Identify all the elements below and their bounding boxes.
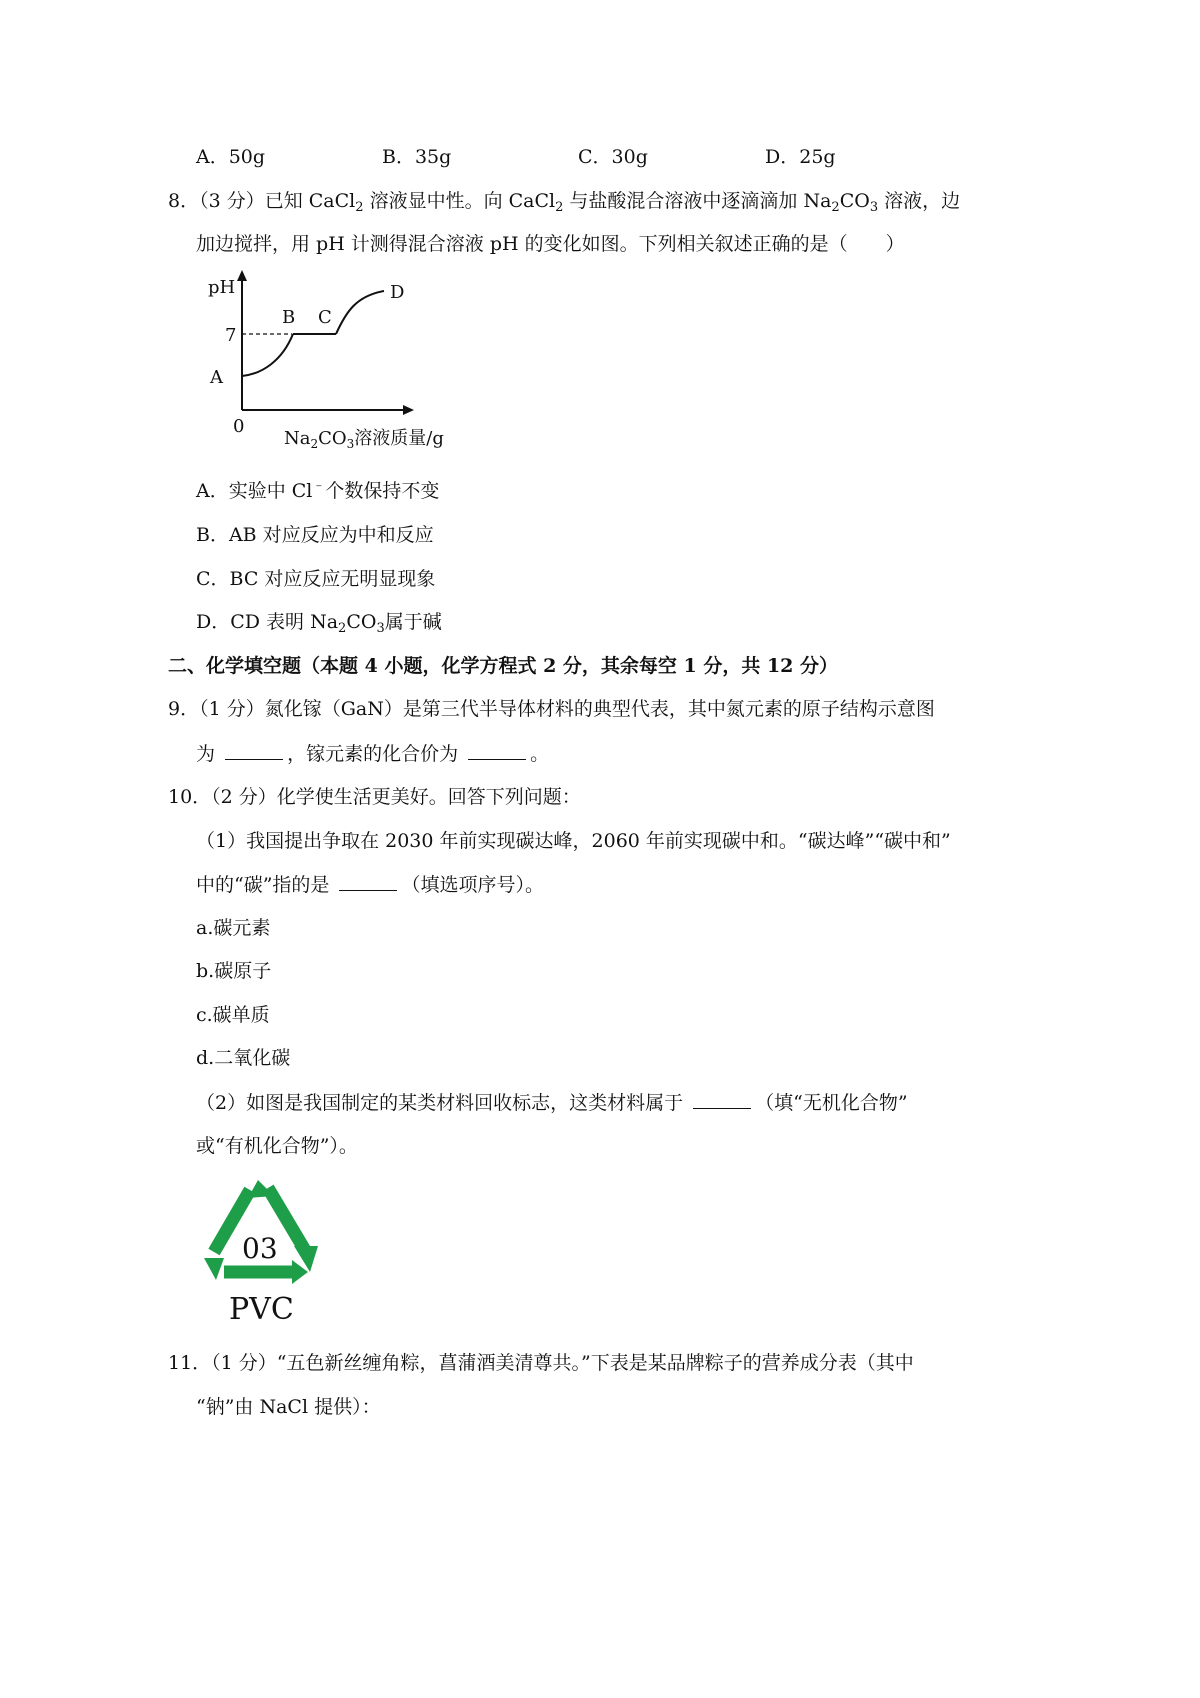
q10-part1-line2: 中的“碳”指的是 （填选项序号）。 <box>196 874 544 896</box>
graph-y-arrow <box>237 270 247 281</box>
q10-blank-1[interactable] <box>339 872 397 891</box>
q8-stem-line2: 加边搅拌，用 pH 计测得混合溶液 pH 的变化如图。下列相关叙述正确的是（ ） <box>196 233 905 255</box>
graph-point-d: D <box>390 282 405 303</box>
q9-line2: 为 ，镓元素的化合价为 。 <box>196 743 550 765</box>
q8-option-c: C．BC 对应反应无明显现象 <box>196 568 436 590</box>
q8-option-a: A．实验中 Cl﹣个数保持不变 <box>196 478 440 502</box>
graph-x-label: $Na_2CO_3$溶液质量/g <box>284 428 444 451</box>
recycling-logo <box>196 1176 331 1331</box>
q11-line2: “钠”由 NaCl 提供）： <box>196 1396 381 1418</box>
q11-line1: 11．（1 分）“五色新丝缠角粽，菖蒲酒美清尊共。”下表是某品牌粽子的营养成分表（其中 <box>168 1352 914 1374</box>
q10-option-a: a.碳元素 <box>196 917 271 939</box>
q10-part2-line1: （2）如图是我国制定的某类材料回收标志，这类材料属于 （填“无机化合物” <box>196 1092 908 1114</box>
q8-stem-line1: 8．（3 分）已知 CaCl$_2$ 溶液显中性。向 CaCl$_2$ 与盐酸混合溶液中逐滴滴加 $Na_2CO_3$ 溶液，边 <box>168 190 961 215</box>
q9-blank-1[interactable] <box>225 741 283 760</box>
q8-option-b: B．AB 对应反应为中和反应 <box>196 524 434 546</box>
q7-option-a: A．50g <box>196 146 266 168</box>
q9-line1: 9．（1 分）氮化镓（GaN）是第三代半导体材料的典型代表，其中氮元素的原子结构示意图 <box>168 698 935 720</box>
q10-option-d: d.二氧化碳 <box>196 1047 291 1069</box>
graph-point-a: A <box>210 367 223 388</box>
recycle-label: PVC <box>229 1292 294 1327</box>
q10-blank-2[interactable] <box>693 1090 751 1109</box>
graph-point-c: C <box>318 307 332 328</box>
q8-option-d: D．CD 表明 $Na_2CO_3$属于碱 <box>196 611 442 636</box>
q7-option-c: C．30g <box>578 146 648 168</box>
q7-option-b: B．35g <box>382 146 452 168</box>
graph-tick-7: 7 <box>225 325 237 346</box>
graph-y-label: pH <box>208 277 236 298</box>
graph-curve-cd <box>336 291 384 334</box>
q9-blank-2[interactable] <box>468 741 526 760</box>
section-2-title: 二、化学填空题（本题 4 小题，化学方程式 2 分，其余每空 1 分，共 12 分） <box>168 655 839 677</box>
graph-curve-ab <box>242 334 293 376</box>
graph-point-b: B <box>282 307 296 328</box>
q10-line1: 10．（2 分）化学使生活更美好。回答下列问题： <box>168 786 581 808</box>
q10-option-c: c.碳单质 <box>196 1004 270 1026</box>
ph-graph <box>196 266 476 451</box>
q10-part1-line1: （1）我国提出争取在 2030 年前实现碳达峰，2060 年前实现碳中和。“碳达峰”“碳中和” <box>196 830 951 852</box>
recycle-number: 03 <box>242 1232 278 1265</box>
graph-origin: 0 <box>233 416 245 437</box>
q7-option-d: D．25g <box>765 146 836 168</box>
recycle-arrowhead-left <box>204 1258 224 1280</box>
q10-option-b: b.碳原子 <box>196 960 272 982</box>
q10-part2-line2: 或“有机化合物”）。 <box>196 1135 358 1157</box>
graph-x-arrow <box>403 405 414 415</box>
